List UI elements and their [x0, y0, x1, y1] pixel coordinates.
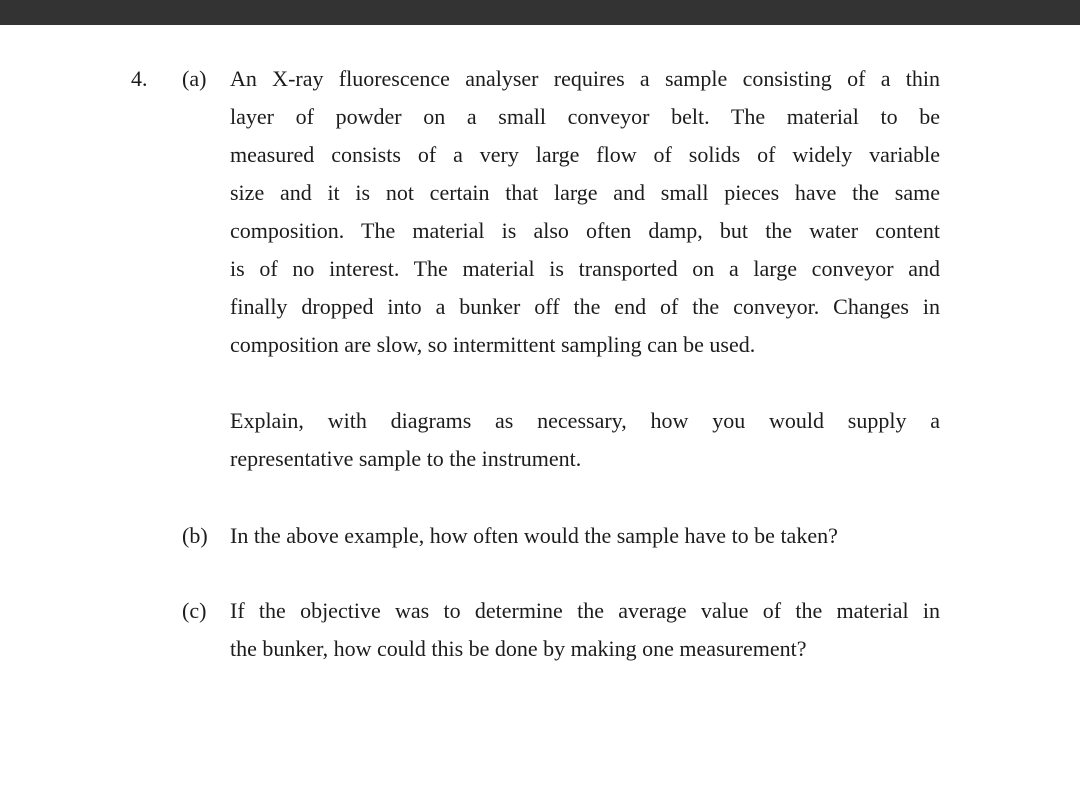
part-a-label: (a): [182, 66, 207, 91]
part-c-paragraph: [230, 596, 940, 672]
text-line: the bunker, how could this be done by making one measurement?: [230, 636, 807, 661]
text-line: is of no interest. The material is transported on a large conveyor and: [230, 256, 940, 281]
text-line: Explain, with diagrams as necessary, how you would supply a: [230, 408, 940, 433]
part-b-label: (b): [182, 523, 208, 548]
text-line: size and it is not certain that large and small pieces have the same: [230, 180, 940, 205]
text-line: layer of powder on a small conveyor belt. The material to be: [230, 104, 940, 129]
text-line: composition are slow, so intermittent sampling can be used.: [230, 332, 756, 357]
top-bar: [0, 0, 1080, 25]
text-line: representative sample to the instrument.: [230, 446, 582, 471]
text-line: measured consists of a very large flow of solids of widely variable: [230, 142, 940, 167]
part-b-paragraph: [230, 521, 940, 559]
text-line: If the objective was to determine the average value of the material in: [230, 598, 940, 623]
part-a-paragraph-1: [230, 64, 940, 368]
text-line: finally dropped into a bunker off the end of the conveyor. Changes in: [230, 294, 940, 319]
question-number: 4.: [131, 66, 148, 91]
part-c-label: (c): [182, 598, 207, 623]
text-line: An X-ray fluorescence analyser requires a sample consisting of a thin: [230, 66, 940, 91]
text-line: composition. The material is also often damp, but the water content: [230, 218, 940, 243]
text-line: In the above example, how often would the sample have to be taken?: [230, 523, 838, 548]
part-a-paragraph-2: [230, 406, 940, 482]
